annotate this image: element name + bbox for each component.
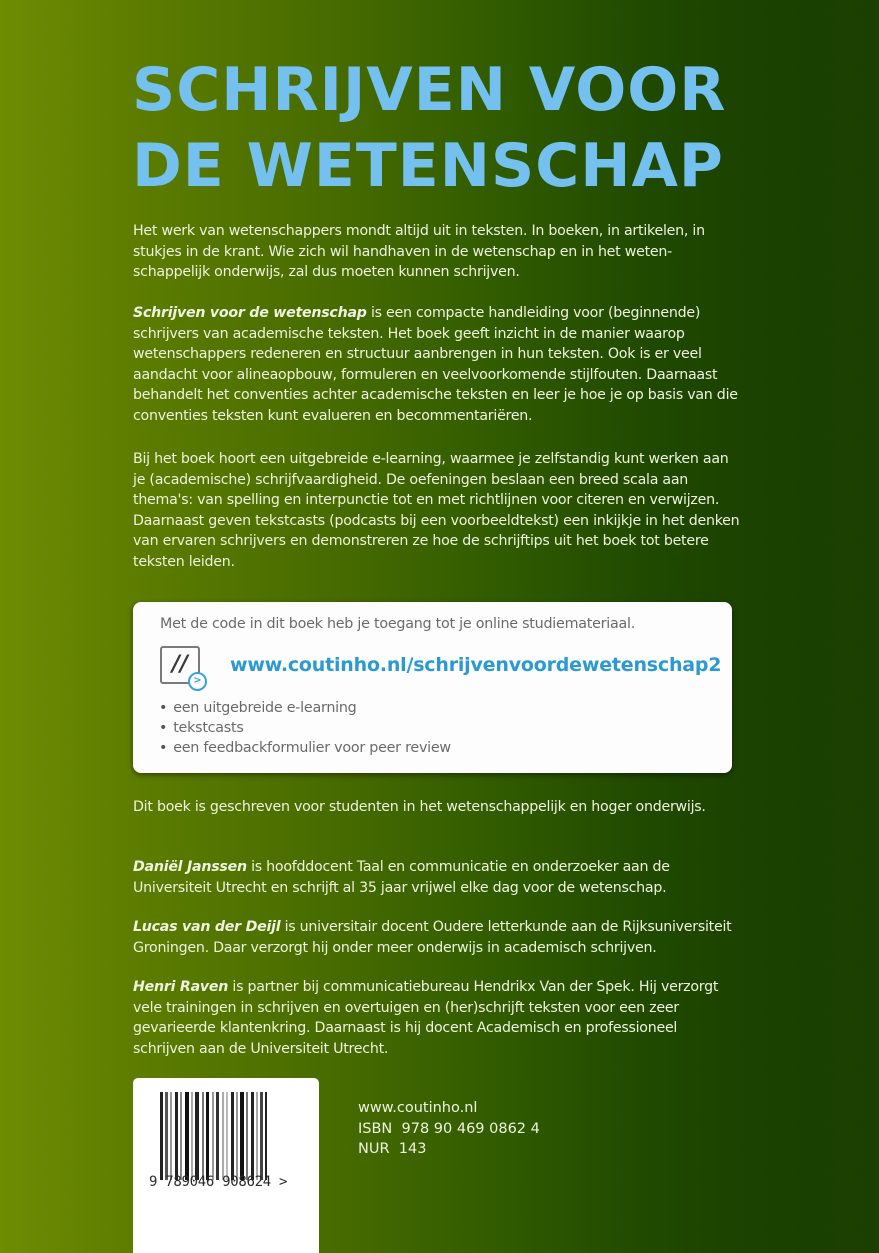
title-line-1: SCHRIJVEN VOOR bbox=[132, 55, 727, 125]
author-bio-3 bbox=[133, 977, 743, 1059]
author-name: Henri Raven bbox=[133, 979, 229, 995]
colophon bbox=[358, 1098, 540, 1160]
isbn-value: 978 90 469 0862 4 bbox=[401, 1120, 540, 1137]
barcode-digits: 9 789046 908624 > bbox=[149, 1174, 288, 1190]
nur-value: 143 bbox=[398, 1141, 427, 1157]
author-bio-text: is universitair docent Oudere letterkunde aan de Rijksuniversiteit Groningen. Daar verzorgt hij onder meer onderwijs in academisch schrijven. bbox=[133, 919, 732, 956]
list-item: • een uitgebreide e-learning bbox=[159, 698, 451, 718]
blurb-paragraph-2 bbox=[133, 303, 743, 427]
author-bio-text: is partner bij communicatiebureau Hendrikx Van der Spek. Hij verzorgt vele trainingen in schrijven en overtuigen en (her)schrijft teksten voor een zeer gevarieerde klantenkring. Daarnaast is hij docent Academisch en professioneel schrijven aan de Universiteit Utrecht. bbox=[133, 979, 719, 1057]
list-item: • een feedbackformulier voor peer review bbox=[159, 738, 451, 758]
publisher-website: www.coutinho.nl bbox=[358, 1100, 478, 1116]
study-material-link[interactable]: www.coutinho.nl/schrijvenvoordewetenschap2 bbox=[230, 654, 722, 676]
nur-label: NUR bbox=[358, 1141, 390, 1157]
card-feature-list bbox=[159, 698, 451, 758]
slashes-glyph: // bbox=[171, 652, 189, 677]
barcode-icon bbox=[160, 1092, 290, 1180]
isbn-line bbox=[358, 1119, 540, 1140]
barcode-panel bbox=[133, 1078, 319, 1253]
online-material-card bbox=[133, 602, 732, 773]
author-name: Daniël Janssen bbox=[133, 859, 247, 875]
online-code-icon bbox=[160, 646, 200, 684]
author-bio-text: is hoofddocent Taal en communicatie en onderzoeker aan de Universiteit Utrecht en schrijft al 35 jaar vrijwel elke dag voor de wetenschap. bbox=[133, 859, 670, 896]
author-bio-1 bbox=[133, 857, 743, 898]
arrow-circle-icon: > bbox=[188, 672, 207, 691]
audience-paragraph: Dit boek is geschreven voor studenten in het wetenschappelijk en hoger onderwijs. bbox=[133, 799, 706, 815]
card-intro-text: Met de code in dit boek heb je toegang tot je online studiemateriaal. bbox=[160, 616, 636, 632]
blurb-paragraph-2-text: is een compacte handleiding voor (beginnende) schrijvers van academische teksten. Het boek geeft inzicht in de manier waarop wetenschappers redeneren en structuur aanbrengen in hun teksten. Ook is er veel aandacht voor alineaopbouw, formuleren en veelvoorkomende stijlfouten. Daarnaast behandelt het conventies achter academische teksten en leer je hoe je op basis van die conventies teksten kunt evalueren en becommentariëren. bbox=[133, 305, 738, 424]
author-bio-2 bbox=[133, 917, 743, 958]
book-title-emphasis: Schrijven voor de wetenschap bbox=[133, 305, 367, 321]
author-name: Lucas van der Deijl bbox=[133, 919, 281, 935]
list-item: • tekstcasts bbox=[159, 718, 451, 738]
title-line-2: DE WETENSCHAP bbox=[132, 131, 724, 201]
isbn-label: ISBN bbox=[358, 1120, 393, 1137]
book-title bbox=[132, 52, 726, 204]
nur-line bbox=[358, 1139, 540, 1160]
blurb-paragraph-3: Bij het boek hoort een uitgebreide e-learning, waarmee je zelfstandig kunt werken aan je (academische) schrijfvaardigheid. De oefeningen beslaan een breed scala aan thema's: van spelling en interpunctie tot en met richtlijnen voor citeren en verwijzen. Daarnaast geven tekstcasts (podcasts bij een voorbeeldtekst) een inkijkje in het denken van ervaren schrijvers en demonstreren ze hoe de schrijftips uit het boek tot betere teksten leiden. bbox=[133, 451, 740, 570]
blurb-paragraph-1: Het werk van wetenschappers mondt altijd uit in teksten. In boeken, in artikelen, in stukjes in de krant. Wie zich wil handhaven in de wetenschap en in het wetenschappelijk onderwijs, zal dus moeten kunnen schrijven. bbox=[133, 223, 705, 281]
